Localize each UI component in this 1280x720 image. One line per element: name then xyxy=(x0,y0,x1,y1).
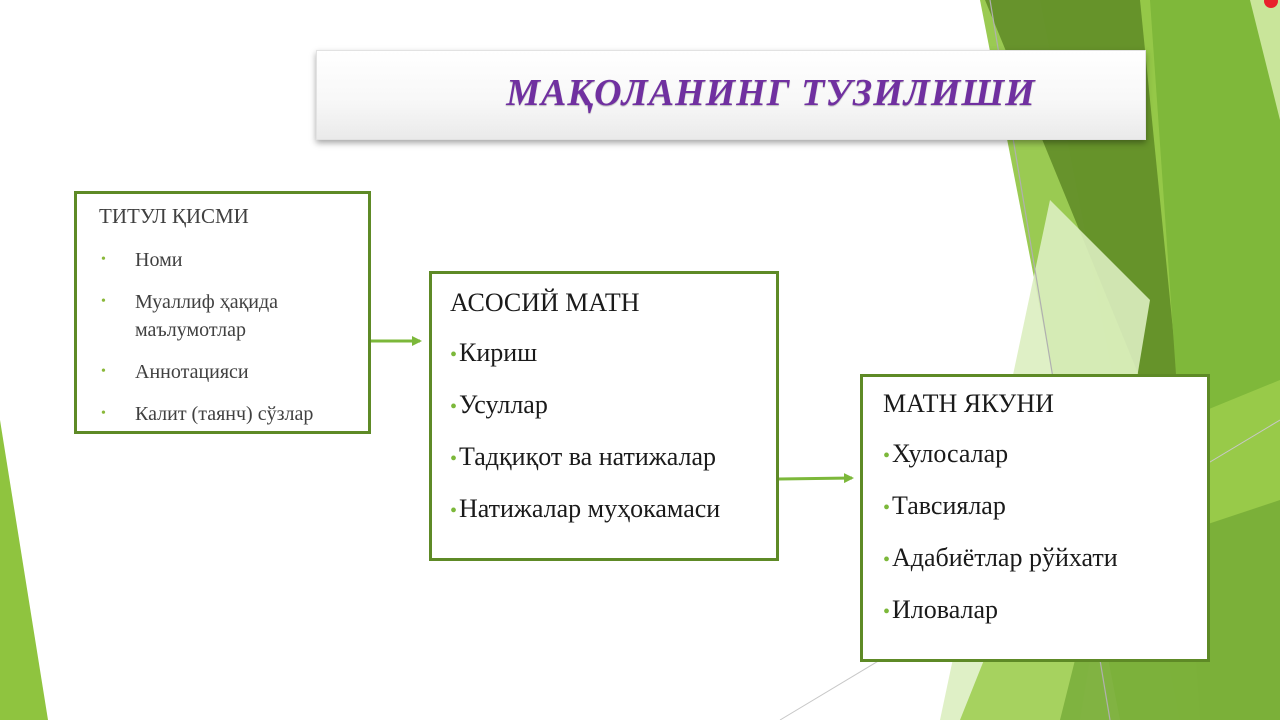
box-text-end xyxy=(860,374,1210,662)
bullet-icon: • xyxy=(101,294,106,309)
bullet-icon: • xyxy=(450,396,458,418)
bullet-icon: • xyxy=(883,601,891,623)
bullet-icon: • xyxy=(450,500,458,522)
list-item-text: Иловалар xyxy=(892,595,998,624)
list-item-text: Тадқиқот ва натижалар xyxy=(459,442,716,471)
box-text-end-heading: МАТН ЯКУНИ xyxy=(883,389,1054,418)
box-title-part-heading: ТИТУЛ ҚИСМИ xyxy=(99,204,249,228)
list-item xyxy=(99,246,368,274)
bullet-icon: • xyxy=(450,344,458,366)
list-item-text: Калит (таянч) сўзлар xyxy=(135,403,314,425)
box-title-part xyxy=(74,191,371,434)
box-title-part-list xyxy=(99,246,368,428)
bullet-icon: • xyxy=(101,364,106,379)
bullet-icon: • xyxy=(101,252,106,267)
box-main-text-heading: АСОСИЙ МАТН xyxy=(450,288,640,317)
list-item xyxy=(883,439,1207,471)
list-item-text: Аннотацияси xyxy=(135,361,249,383)
list-item-text: Усуллар xyxy=(459,390,548,419)
bg-left-wedge xyxy=(0,420,48,720)
box-main-text xyxy=(429,271,779,561)
list-item xyxy=(99,288,368,344)
title-banner xyxy=(316,50,1146,140)
list-item-text: Адабиётлар рўйхати xyxy=(892,543,1118,572)
list-item xyxy=(883,491,1207,523)
list-item xyxy=(99,400,368,428)
list-item xyxy=(883,595,1207,627)
bullet-icon: • xyxy=(883,445,891,467)
list-item xyxy=(450,338,776,370)
list-item xyxy=(450,390,776,422)
list-item xyxy=(883,543,1207,575)
list-item-text: Муаллиф ҳақида маълумотлар xyxy=(135,291,279,341)
list-item xyxy=(450,494,776,526)
bullet-icon: • xyxy=(883,549,891,571)
list-item xyxy=(450,442,776,474)
list-item-text: Номи xyxy=(135,249,183,271)
bullet-icon: • xyxy=(450,448,458,470)
list-item-text: Кириш xyxy=(459,338,538,367)
list-item-text: Тавсиялар xyxy=(892,491,1006,520)
list-item xyxy=(99,358,368,386)
list-item-text: Хулосалар xyxy=(892,439,1009,468)
list-item-text: Натижалар муҳокамаси xyxy=(459,494,721,523)
bullet-icon: • xyxy=(101,406,106,421)
bullet-icon: • xyxy=(883,497,891,519)
box-text-end-list xyxy=(883,439,1207,627)
slide-title: МАҚОЛАНИНГ ТУЗИЛИШИ xyxy=(506,72,1036,114)
box-main-text-list xyxy=(450,338,776,526)
